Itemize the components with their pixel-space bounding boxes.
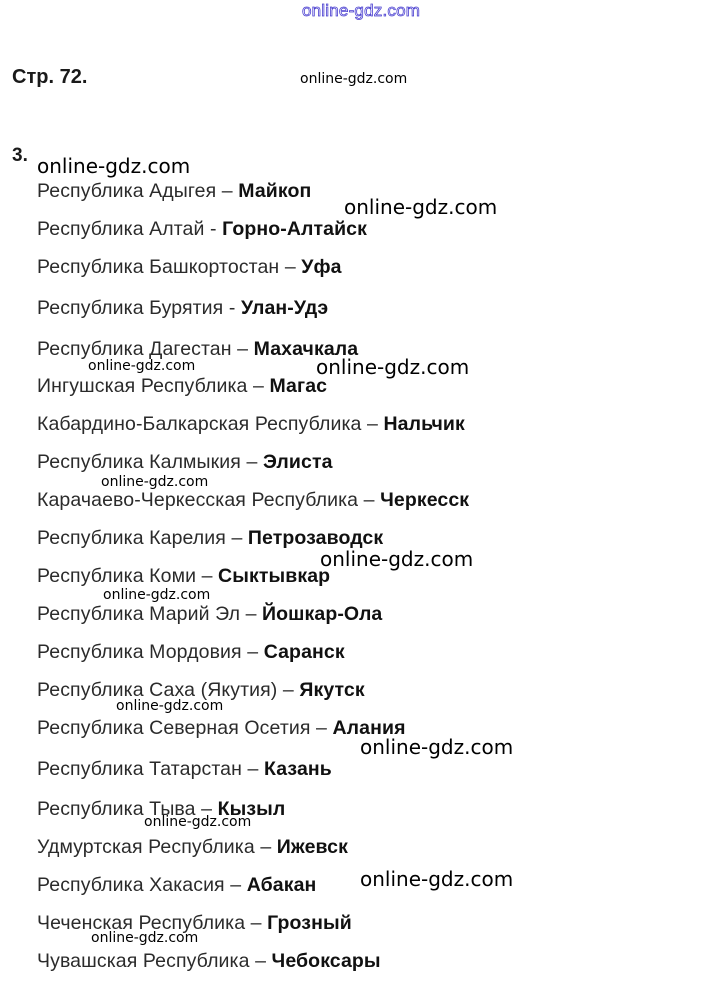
list-item: Республика Саха (Якутия) – Якутск [37,679,365,701]
watermark: online-gdz.com [360,735,514,759]
task-number: 3. [12,145,28,166]
list-item: Республика Татарстан – Казань [37,758,332,780]
list-item: Республика Бурятия - Улан-Удэ [37,297,329,319]
list-item: Чеченская Республика – Грозный [37,912,352,934]
list-item: Ингушская Республика – Магас [37,375,328,397]
watermark: online-gdz.com [88,358,196,374]
list-item: Удмуртская Республика – Ижевск [37,836,348,858]
watermark: online-gdz.com [300,71,408,87]
list-item: Республика Северная Осетия – Алания [37,717,406,739]
list-item: Республика Калмыкия – Элиста [37,451,333,473]
watermark: online-gdz.com [101,474,209,490]
page-title: Стр. 72. [12,66,88,88]
watermark: online-gdz.com [344,195,498,219]
list-item: Чувашская Республика – Чебоксары [37,950,381,972]
watermark: online-gdz.com [316,355,470,379]
list-item: Республика Алтай - Горно-Алтайск [37,218,367,240]
watermark: online-gdz.com [103,587,211,603]
list-item: Карачаево-Черкесская Республика – Черкесск [37,489,470,511]
list-item: Республика Коми – Сыктывкар [37,565,331,587]
list-item: Республика Башкортостан – Уфа [37,256,342,278]
watermark: online-gdz.com [360,867,514,891]
list-item: Республика Карелия – Петрозаводск [37,527,384,549]
list-item: Республика Хакасия – Абакан [37,874,317,896]
list-item: Республика Марий Эл – Йошкар-Ола [37,603,383,625]
list-item: Республика Адыгея – Майкоп [37,180,312,202]
watermark-top: online-gdz.com [302,1,421,20]
list-item: Кабардино-Балкарская Республика – Нальчик [37,413,465,435]
list-item: Республика Тыва – Кызыл [37,798,286,820]
watermark: online-gdz.com [37,154,191,178]
watermark: online-gdz.com [91,930,199,946]
watermark: online-gdz.com [320,547,474,571]
list-item: Республика Мордовия – Саранск [37,641,345,663]
watermark: online-gdz.com [144,814,252,830]
watermark: online-gdz.com [116,698,224,714]
list-item: Республика Дагестан – Махачкала [37,338,359,360]
